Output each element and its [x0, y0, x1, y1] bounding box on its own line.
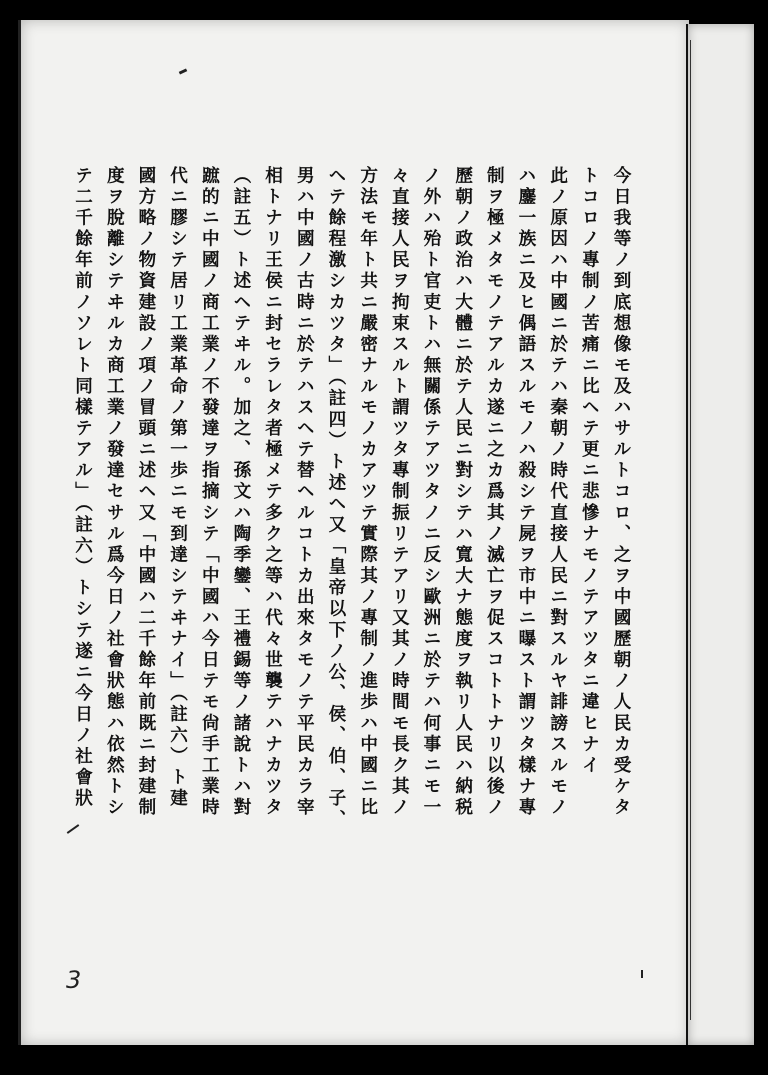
page-fold-line — [690, 40, 691, 1020]
text-column-11: 男ハ中國ノ古時ニ於テハスヘテ替ヘルコトカ出來タモノテ平民カラ宰 — [294, 166, 316, 819]
text-column-17: 度ヲ脫離シテヰルカ商工業ノ發達セサル爲今日ノ社會狀態ハ依然トシ — [104, 166, 126, 819]
adjacent-page-edge — [686, 24, 754, 1045]
vertical-text-block — [70, 166, 640, 986]
text-column-13: （註五）ト述ヘテヰル。加之、孫文ハ陶季鑾、王禮錫等ノ諸說トハ對 — [230, 166, 252, 819]
text-column-10: ヘテ餘程激シカツタ」（註四）ト述ヘ又「皇帝以下ノ公、侯、伯、子、 — [325, 166, 347, 831]
ink-speck — [641, 970, 643, 978]
text-column-16: 國方略ノ物資建設ノ項ノ冒頭ニ述ヘ又「中國ハ二千餘年前既ニ封建制 — [135, 166, 157, 819]
text-column-18: テ二千餘年前ノソレト同樣テアル」（註六）トシテ遂ニ今日ノ社會狀 — [72, 166, 94, 810]
text-column-4: ハ鏖一族ニ及ヒ偶語スルモノハ殺シテ屍ヲ市中ニ曝スト謂ツタ樣ナ專 — [515, 166, 537, 819]
text-column-7: ノ外ハ殆ト官吏トハ無關係テアツタノニ反シ歐洲ニ於テハ何事ニモ一 — [420, 166, 442, 819]
text-column-6: 歷朝ノ政治ハ大體ニ於テ人民ニ對シテハ寬大ナ態度ヲ執リ人民ハ納税 — [452, 166, 474, 819]
text-column-1: 今日我等ノ到底想像モ及ハサルトコロ、之ヲ中國歷朝ノ人民カ受ケタ — [611, 166, 632, 819]
text-column-2: トコロノ專制ノ苦痛ニ比ヘテ更ニ悲慘ナモノテアツタニ違ヒナイ — [579, 166, 601, 777]
text-column-8: 々直接人民ヲ拘束スルト謂ツタ專制振リテアリ又其ノ時間モ長ク其ノ — [389, 166, 411, 819]
text-column-5: 制ヲ極メタモノテアルカ遂ニ之カ爲其ノ滅亡ヲ促スコトトナリ以後ノ — [484, 166, 506, 819]
text-column-9: 方法モ年ト共ニ嚴密ナルモノカアツテ實際其ノ專制ノ進歩ハ中國ニ比 — [357, 166, 379, 819]
text-column-14: 蹠的ニ中國ノ商工業ノ不發達ヲ指摘シテ「中國ハ今日テモ尙手工業時 — [199, 166, 221, 819]
page-number: 3 — [66, 966, 82, 994]
text-column-3: 此ノ原因ハ中國ニ於テハ秦朝ノ時代直接人民ニ對スルヤ誹謗スルモノ — [547, 166, 569, 819]
text-column-12: 相トナリ王侯ニ封セラレタ者極メテ多ク之等ハ代々世襲テハナカツタ — [262, 166, 284, 819]
ink-speck — [179, 68, 188, 74]
text-column-15: 代ニ膠シテ居リ工業革命ノ第一歩ニモ到達シテヰナイ」（註六）ト建 — [167, 166, 189, 810]
